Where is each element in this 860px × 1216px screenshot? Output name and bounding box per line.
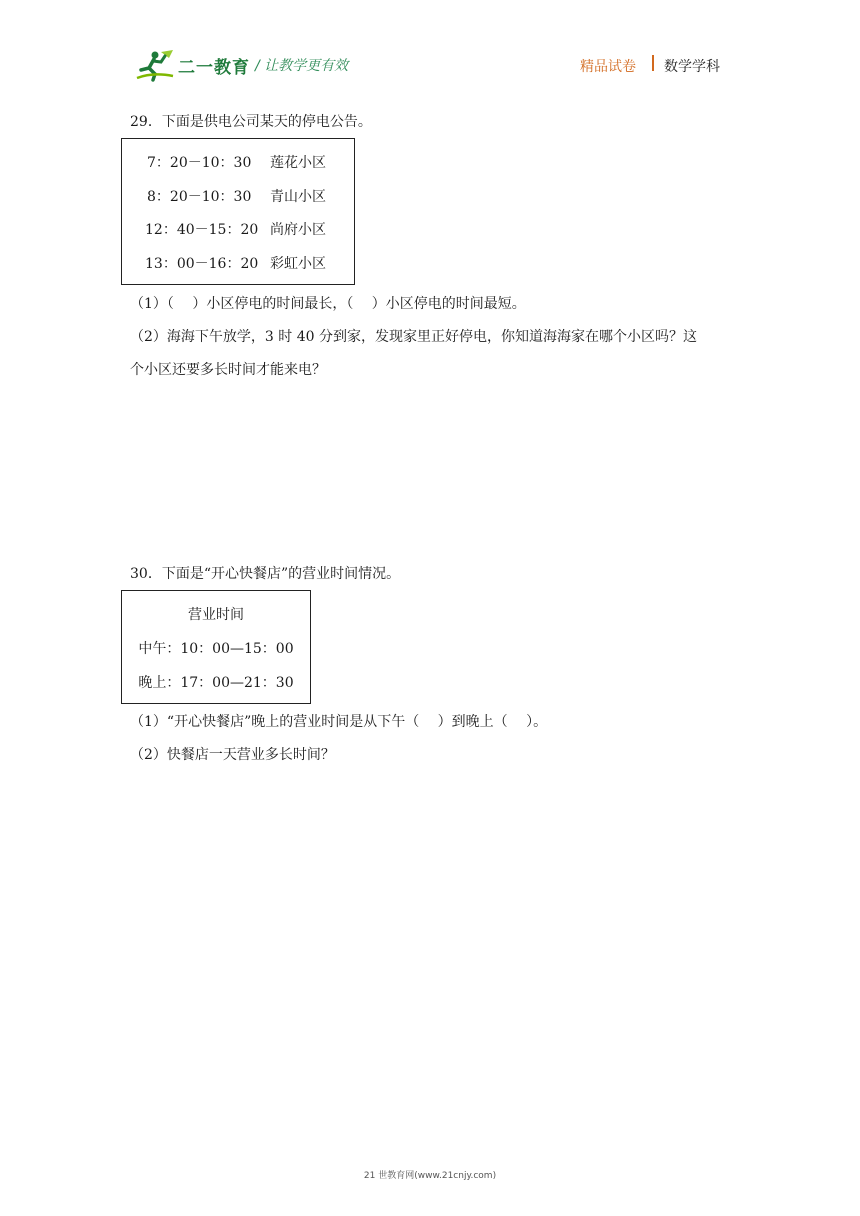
hours-noon: 中午：10：00—15：00 (138, 641, 294, 657)
notice-area: 尚府小区 (270, 222, 326, 238)
notice-row (122, 186, 354, 206)
q30-part2: （2）快餐店一天营业多长时间？ (130, 747, 335, 763)
notice-time: 12：40－15：20 (145, 222, 259, 238)
notice-row (122, 253, 354, 273)
q29-part1: （1）（ ）小区停电的时间最长，（ ）小区停电的时间最短。 (130, 296, 526, 312)
q29-stem: 29．下面是供电公司某天的停电公告。 (130, 114, 372, 130)
notice-time: 7：20－10：30 (147, 155, 252, 171)
power-outage-notice (121, 138, 355, 285)
page-header (0, 0, 860, 90)
quality-label: 精品试卷 (580, 59, 636, 75)
q29-part2-line2: 个小区还要多长时间才能来电？ (130, 362, 326, 378)
q30-part1: （1）“开心快餐店”晚上的营业时间是从下午（ ）到晚上（ ）。 (130, 714, 548, 730)
q29-part2-line1: （2）海海下午放学，3 时 40 分到家，发现家里正好停电，你知道海海家在哪个小区吗？这 (130, 329, 697, 345)
notice-row (122, 219, 354, 239)
page-footer: 21 世教育网(www.21cnjy.com) (363, 1171, 497, 1181)
business-hours-box (121, 590, 311, 704)
notice-row (122, 152, 354, 172)
notice-area: 青山小区 (270, 189, 326, 205)
notice-time: 13：00－16：20 (145, 256, 259, 272)
header-divider (652, 55, 654, 71)
hours-title: 营业时间 (188, 607, 244, 623)
notice-time: 8：20－10：30 (147, 189, 252, 205)
q30-stem: 30．下面是“开心快餐店”的营业时间情况。 (130, 566, 401, 582)
running-man-logo-icon (133, 48, 177, 82)
brand-slogan: / 让教学更有效 (255, 58, 349, 74)
notice-area: 莲花小区 (270, 155, 326, 171)
subject-label: 数学学科 (664, 59, 720, 75)
notice-area: 彩虹小区 (270, 256, 326, 272)
hours-evening: 晚上：17：00—21：30 (138, 675, 294, 691)
brand-name: 二一教育 (178, 58, 250, 78)
